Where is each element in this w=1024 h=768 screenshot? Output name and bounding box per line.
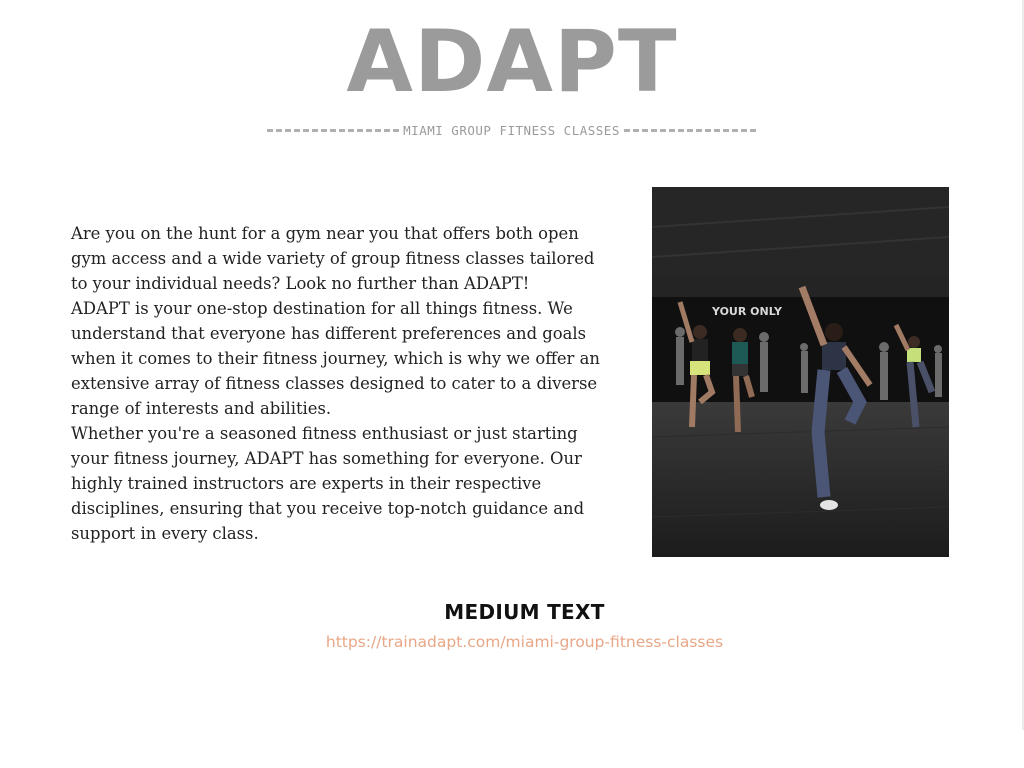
page-url-link[interactable]: https://trainadapt.com/miami-group-fitness-classes — [325, 633, 724, 651]
tagline-right-rule — [624, 129, 756, 132]
tagline: MIAMI GROUP FITNESS CLASSES — [403, 122, 620, 138]
intro-paragraph-3: Whether you're a seasoned fitness enthusiast or just starting your fitness journey, ADAPT has something for everyone. Our highly trained instructors are experts in their respective disciplines, ensuring that you receive top-notch guidance and support in every class. — [71, 424, 585, 543]
photo-wall-text: YOUR ONLY — [712, 305, 782, 318]
intro-paragraph-2: ADAPT is your one-stop destination for all things fitness. We understand that everyone has different preferences and goals when it comes to their fitness journey, which is why we offer an extensive array of fitness classes designed to cater to a diverse range of interests and abilities. — [71, 299, 600, 418]
intro-paragraph-1: Are you on the hunt for a gym near you that offers both open gym access and a wide variety of group fitness classes tailored to your individual needs? Look no further than ADAPT! — [71, 224, 595, 293]
fitness-class-photo — [652, 187, 949, 557]
tagline-left-rule — [267, 129, 399, 132]
brand-logo[interactable]: ADAPT — [346, 12, 678, 112]
medium-text-heading: MEDIUM TEXT — [444, 600, 605, 624]
intro-text-block — [71, 221, 603, 546]
tagline-row — [267, 121, 756, 139]
